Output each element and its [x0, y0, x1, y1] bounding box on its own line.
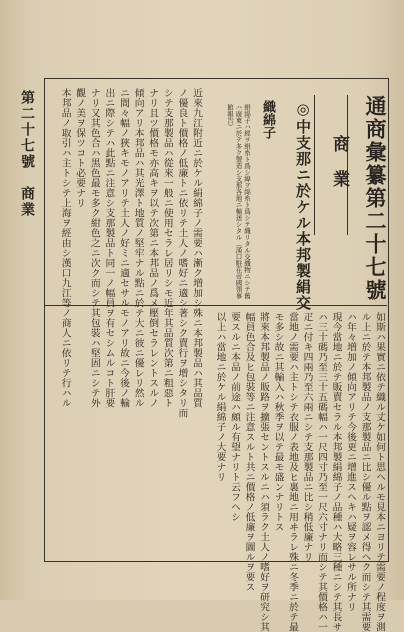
body-column: 如斯ハ果實ニ依テ織ル丈ケ如何ト思ヘルモ見本ニヨリテ需要ノ程度ヲ測: [374, 312, 385, 632]
body-column: ル上ニ於テ本邦製品ノ支那製品ニ比シ優ル點ヲ認メ得ヘク而シテ其需要: [359, 312, 371, 632]
body-column: 以上ハ當地ニ於ケル絹綿子ノ大要ナリ: [214, 312, 226, 482]
body-column: 出ニ際シテハ此點ニ注意シ支那製品ト同一ノ幅員ヲ有セシムルコト肝要: [103, 88, 115, 408]
journal-title: 通商彙纂第二十七號: [363, 95, 388, 302]
body-column: ナリ又其色合ハ黒色最モ多ク紺色之ニ次ク而シテ其包裝ハ堅固ニシテ外: [88, 88, 100, 408]
body-column: ハ三十碼乃至三十五碼幅ハ一尺四寸乃至一尺六寸ナリ而シテ其價格ハ一: [316, 312, 327, 632]
body-column: 幅員色合及ヒ包裝等ニ注意スルト共ニ價格ノ低廉ヲ圖ルヲ要ス: [243, 312, 255, 592]
article-subtitle: 織綿子: [260, 100, 275, 139]
body-column: 近來九江附近ニ於ケル絹綿子ノ需要ハ漸ク増加シ殊ニ本邦製品ハ其品質: [191, 88, 202, 408]
body-column: モ多シ故ニ其輸入ハ秋季ヲ以テ最モ盛ンナリトス: [272, 312, 284, 532]
margin-label: 第二十七號 商業: [19, 90, 35, 218]
body-column: 現今當地ニ於テ販賣セラル本邦製絹綿子ノ品種ハ大略三種ニシテ其長サ: [330, 312, 342, 632]
body-column: 傾向アリ本邦品ハ其光澤ト地質ノ堅牢ナル點ニ於テ大ニ彼ニ優レリ然ル: [132, 88, 144, 408]
body-column: ハ年々増加ノ傾向アリテ今後更ニ增進スヘキハ疑ヲ容レサル所ナリ: [345, 312, 356, 612]
body-column: 本邦品ノ取引ハ主トシテ上海ヲ經由シ漢口九江等ノ商人ニ依リテ行ハル: [59, 88, 71, 408]
body-column: 要スルニ本品ノ前途ハ頗ル有望ナリト云フヘシ: [229, 312, 240, 522]
body-column: ナリ且ツ價格モ亦高キヲ以テ次第ニ本邦品ノ爲メ壓倒セラレントスルノ: [147, 88, 159, 408]
body-column: ニ間々幅ノ狹キモノアリテ土人ノ好ミニ適セサルモノアリ故ニ今後ノ輸: [118, 88, 129, 408]
body-column: 疋ニ付キ四兩乃至六兩ニシテ支那製品ニ比シ稍低廉ナリ: [301, 312, 313, 562]
section-header: 商業: [314, 95, 348, 235]
body-column: 當地ノ需要ハ主トシテ衣服ノ表地及ヒ裏地ニ用ヰラレ殊ニ冬季ニ於テ最: [287, 312, 298, 632]
body-column: ノ優良ト價格ノ低廉トニ依リテ土人ノ嗜好ニ適シ著シク賣行ヲ增シタリ而: [176, 88, 188, 418]
body-column: シテ支那製品ハ從來一般ニ使用セラレ居リシモ近年其品質次第ニ粗惡ト: [161, 88, 173, 408]
article-title: ◎中支那ニ於ケル本邦製絹交: [294, 100, 312, 311]
body-column: 將來本邦製品ノ販路ヲ擴張セントスルニハ須ラク土人ノ嗜好ヲ研究シ其: [258, 312, 269, 632]
body-column: 觀ノ美ヲ保ツコト必要ナリ: [74, 88, 86, 208]
article-note: 絹綿子ハ經ヲ絹糸ト爲シ緯ヲ綿糸ト爲シテ織リタル交織物ニシテ舊ハ廣東ニ於テ多ク製造シ支那各地ニ輸送シタル（漢口駐在帝國領事館報告）: [226, 104, 251, 299]
